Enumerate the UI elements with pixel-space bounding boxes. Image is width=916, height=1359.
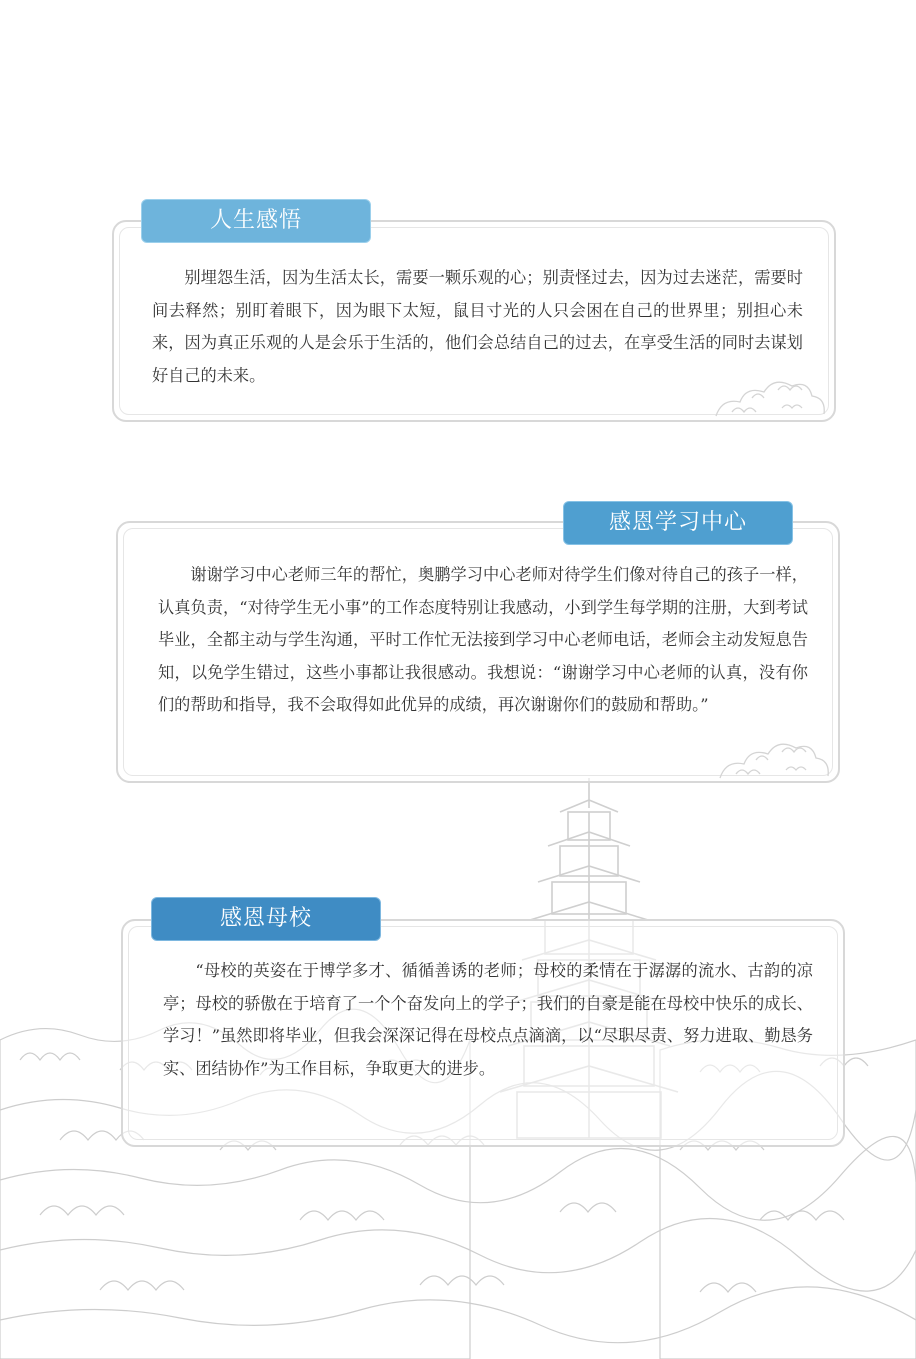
section-text-thanks-alma-mater: “母校的英姿在于博学多才、循循善诱的老师；母校的柔情在于潺潺的流水、古韵的凉亭；母校的骄傲在于培育了一个个奋发向上的学子；我们的自豪是能在母校中快乐的成长、学习！”虽然即将毕业，但我会深深记得在母校点点滴滴，以“尽职尽责、努力进取、勤恳务实、团结协作”为工作目标，争取更大的进步。 [163,961,813,1078]
section-text-thanks-learning-center: 谢谢学习中心老师三年的帮忙，奥鹏学习中心老师对待学生们像对待自己的孩子一样，认真负责，“对待学生无小事”的工作态度特别让我感动，小到学生每学期的注册，大到考试毕业，全都主动与学生沟通，平时工作忙无法接到学习中心老师电话，老师会主动发短息告知，以免学生错过，这些小事都让我很感动。我想说：“谢谢学习中心老师的认真，没有你们的帮助和指导，我不会取得如此优异的成绩，再次谢谢你们的鼓励和帮助。” [158,565,808,714]
section-text-life-insight: 别埋怨生活，因为生活太长，需要一颗乐观的心；别责怪过去，因为过去迷茫，需要时间去释然；别盯着眼下，因为眼下太短，鼠目寸光的人只会困在自己的世界里；别担心未来，因为真正乐观的人是会乐于生活的，他们会总结自己的过去，在享受生活的同时去谋划好自己的未来。 [152,268,803,385]
cloud-pattern-icon [716,730,834,780]
section-title-thanks-alma-mater: 感恩母校 [151,897,381,941]
section-title-thanks-learning-center: 感恩学习中心 [563,501,793,545]
section-title-life-insight: 人生感悟 [141,199,371,243]
